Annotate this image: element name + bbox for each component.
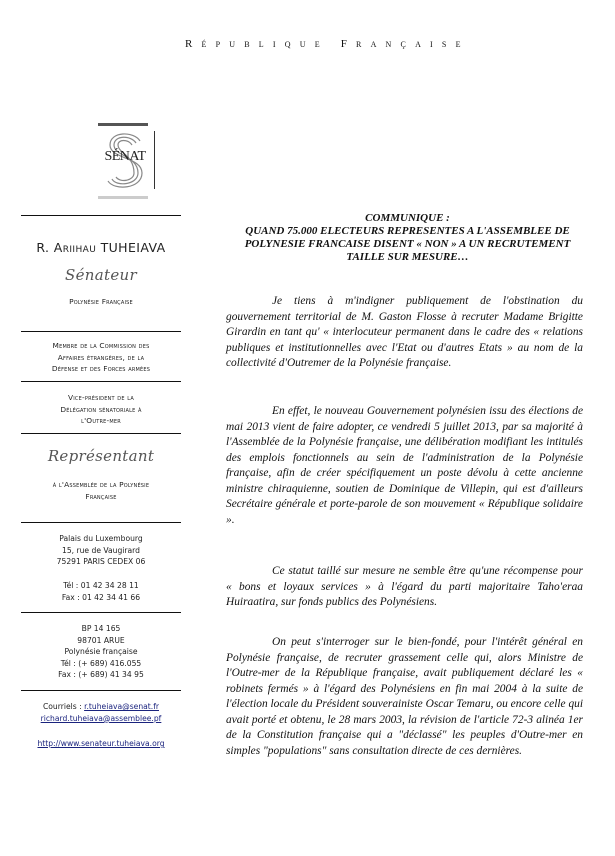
local-phone: Tél : (+ 689) 416.055 (60, 658, 142, 668)
assembly-line: à l'Assemblée de la Polynésie (52, 480, 150, 489)
header-title: République Française (185, 38, 470, 50)
email-link-senat[interactable]: r.tuheiava@senat.fr (84, 702, 159, 711)
logo-top-bar (98, 123, 148, 126)
senator-region: Polynésie Française (69, 297, 133, 306)
commission-line: Affaires étrangères, de la (57, 352, 145, 362)
address-line: BP 14 165 (81, 624, 121, 633)
paris-fax: Fax : 01 42 34 41 66 (61, 592, 141, 602)
divider (21, 433, 181, 434)
delegation-line: Vice-président de la (68, 393, 134, 402)
address-line: Polynésie française (64, 647, 138, 656)
divider (21, 215, 181, 216)
delegation-line: Délégation sénatoriale à (60, 404, 142, 414)
paragraph-2: En effet, le nouveau Gouvernement polynésien issu des élections de mai 2013 vient de faire adopter, ce vendredi 5 juillet 2013, par sa majorité à l'Assemblée de la Polynésie française, une délibération modifiant les intitulés des emplois fonctionnels au sein de l'administration de la Polynésie française, afin de créer spécifiquement un poste dévolu à cette ancienne ministre chiraquienne, soutien de Dominique de Villepin, qui est d'ailleurs Secrétaire générale et porte-parole de son mouvement « République solidaire ». (226, 405, 583, 526)
paragraph-1: Je tiens à m'indigner publiquement de l'obstination du gouvernement territorial de M. Gaston Flosse à recruter Madame Brigitte Girardin en tant qu' « interlocuteur permanent dans le cadre des « relations publiques et institutionnelles avec l'Etat ou d'autres Etats » au nom de la collectivité d'Outremer de la Polynésie française. (226, 295, 583, 369)
title-line: QUAND 75.000 ELECTEURS REPRESENTES A L'ASSEMBLEE DE (245, 225, 570, 237)
address-line: Palais du Luxembourg (59, 534, 143, 543)
paris-phone: Tél : 01 42 34 28 11 (63, 581, 139, 590)
representative-title: Représentant (47, 447, 155, 465)
divider (21, 690, 181, 691)
assembly-role (10, 479, 192, 502)
paris-contact (10, 580, 192, 603)
senator-name: R. Ariihau TUHEIAVA (36, 240, 166, 255)
logo-bottom-bar (98, 196, 148, 199)
divider (21, 612, 181, 613)
website (10, 738, 192, 750)
title-line: COMMUNIQUE : (365, 212, 450, 224)
local-address (10, 623, 192, 681)
paragraph-4: On peut s'interroger sur le bien-fondé, pour l'intérêt général en Polynésie française, de recruter grassement celle qui, alors Ministre de l'Outre-mer de la République française, avait publiquement déclaré les « robinets fermés » à l'égard des Polynésiens en fin mai 2004 à la suite de l'élection locale du Président souverainiste Oscar Temaru, ou encore celle qui avait porté et obtenu, le 28 mars 2003, la révision de l'article 72-3 alinéa 1er de la Constitution française qui a "déclassé" les peuples d'Outre-mer en simples "populations" sans consultation directe de ces dernières. (226, 636, 583, 757)
email-line-1 (10, 701, 192, 713)
local-fax: Fax : (+ 689) 41 34 95 (58, 670, 144, 679)
title-line: POLYNESIE FRANCAISE DISENT « NON » A UN RECRUTEMENT (244, 238, 571, 250)
paris-address (10, 533, 192, 568)
logo-divider (154, 131, 155, 189)
address-line: 75291 PARIS CEDEX 06 (56, 557, 146, 566)
emails (10, 701, 192, 724)
communique-title (220, 212, 595, 264)
website-link[interactable]: http://www.senateur.tuheiava.org (37, 739, 165, 748)
address-line: 15, rue de Vaugirard (61, 545, 140, 555)
senat-logo (98, 123, 164, 199)
email-link-assemblee[interactable]: richard.tuheiava@assemblee.pf (40, 713, 162, 723)
commission-line: Membre de la Commission des (52, 341, 150, 350)
commission-membership (10, 340, 192, 375)
commission-line: Défense et des Forces armées (51, 364, 151, 373)
emails-label: Courriels : (42, 702, 85, 711)
assembly-line: Française (85, 491, 117, 501)
divider (21, 331, 181, 332)
divider (21, 522, 181, 523)
delegation-line: l'Outre-mer (81, 416, 121, 425)
divider (21, 381, 181, 382)
senator-role: Sénateur (65, 266, 137, 284)
delegation-role (10, 392, 192, 427)
address-line: 98701 ARUE (77, 635, 125, 645)
paragraph-3: Ce statut taillé sur mesure ne semble être qu'une récompense pour « bons et loyaux services » à l'égard du parti majoritaire Taho'eraa Huiraatira, sur fonds publics des Polynésiens. (226, 565, 583, 608)
logo-text: SÉNAT (104, 149, 146, 164)
title-line: TAILLE SUR MESURE… (346, 251, 469, 263)
